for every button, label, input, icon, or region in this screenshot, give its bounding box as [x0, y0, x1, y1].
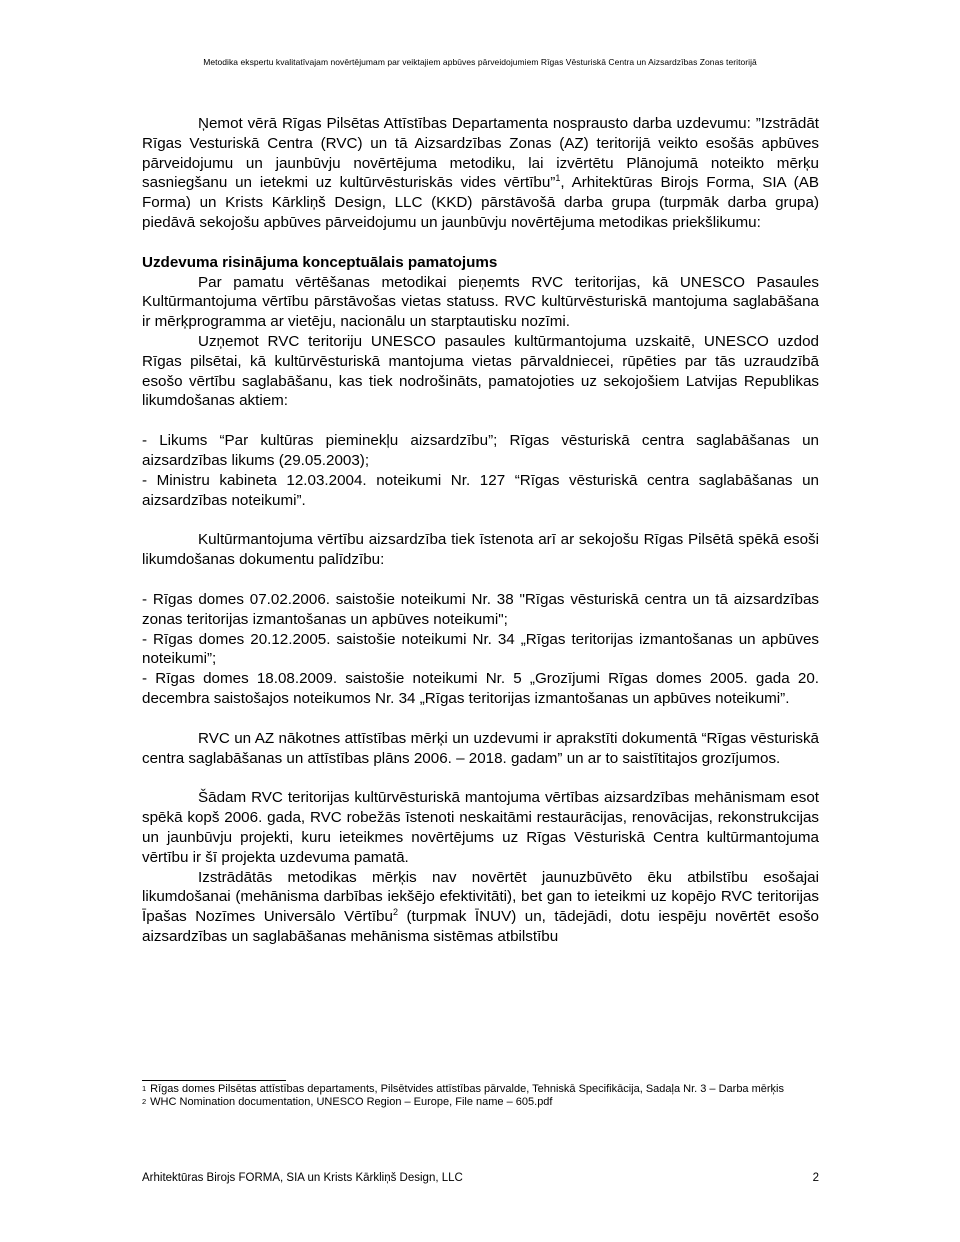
footnote-number: 1: [142, 1084, 147, 1093]
spacer: [142, 570, 819, 590]
footnote-text: WHC Nomination documentation, UNESCO Region – Europe, File name – 605.pdf: [150, 1096, 553, 1109]
paragraph-1: Par pamatu vērtēšanas metodikai pieņemts RVC teritorijas, kā UNESCO Pasaules Kultūrmantojuma vērtību pārstāvošas vietas statuss. RVC kultūrvēsturiskā mantojuma saglabāšana ir mērķprogramma ar vietēju, nacionālu un starptautisku nozīmi.: [142, 273, 819, 331]
regulation-item: - Rīgas domes 20.12.2005. saistošie noteikumi Nr. 34 „Rīgas teritorijas izmantošanas un apbūves noteikumi”;: [142, 630, 819, 668]
footnote-1: [142, 1083, 819, 1096]
footnote-text: Rīgas domes Pilsētas attīstības departaments, Pilsētvides attīstības pārvalde, Tehniskā Specifikācija, Sadaļa Nr. 3 – Darba mērķis: [150, 1083, 784, 1095]
page-number: 2: [812, 1172, 819, 1184]
regulation-item: - Rīgas domes 18.08.2009. saistošie noteikumi Nr. 5 „Grozījumi Rīgas domes 2005. gada 20. decembra saistošajos noteikumos Nr. 34 „Rīgas teritorijas izmantošanas un apbūves noteikumi”.: [142, 670, 819, 707]
footnote-number: 2: [142, 1097, 147, 1107]
footnote-divider: [142, 1080, 286, 1081]
footnote-ref-2[interactable]: 2: [392, 907, 398, 918]
paragraph-5: Šādam RVC teritorijas kultūrvēsturiskā mantojuma vērtības aizsardzības mehānismam esot spēkā kopš 2006. gada, RVC robežās īstenoti neskaitāmi restaurācijas, renovācijas, rekonstrukcijas un jaunbūvju projekti, kuru ieteikmes novērtējums uz Rīgas Vēsturiskā Centra kultūrmantojuma vērtību ir šī projekta uzdevuma pamatā.: [142, 789, 819, 866]
intro-text-1: Ņemot vērā Rīgas Pilsētas Attīstības Departamenta nosprausto darba uzdevumu: ”Izstrādāt Rīgas Vesturiskā Centra (RVC) un tā Aizsardzības Zonas (AZ) teritorijā veikto esošās apbūves pārveidojumu un jaunbūvju novērtējuma metodiku, lai izvērtētu Plānojumā noteikto mērķu sasniegšanu un ietekmi uz kultūrvēsturiskās vides vērtību”: [142, 115, 819, 192]
footnote-ref-1[interactable]: 1: [555, 173, 561, 184]
section-heading: Uzdevuma risinājuma konceptuālais pamatojums: [142, 253, 498, 271]
document-body: [142, 114, 819, 947]
spacer: [142, 510, 819, 530]
regulation-item: - Rīgas domes 07.02.2006. saistošie noteikumi Nr. 38 "Rīgas vēsturiskā centra un tā aizsardzības zonas teritorijas izmantošanas un apbūves noteikumi";: [142, 590, 819, 628]
spacer: [142, 709, 819, 729]
paragraph-6-text-1: Izstrādātās metodikas mērķis nav novērtēt jaunuzbūvēto ēku atbilstību esošajai likumdošanai (mehānisma darbības iekšējo efektivitāti), bet gan to ieteikmi uz kopējo RVC teritorijas Īpašas Nozīmes Universālo Vērtību: [142, 868, 819, 926]
paragraph-3: Kultūrmantojuma vērtību aizsardzība tiek īstenota arī ar sekojošu Rīgas Pilsētā spēkā esoši likumdošanas dokumentu palīdzību:: [142, 531, 819, 569]
running-header: Metodika ekspertu kvalitatīvajam novērtējumam par veiktajiem apbūves pārveidojumiem Rīgas Vēsturiskā Centra un Aizsardzības Zonas teritorijā: [203, 57, 757, 67]
paragraph-4: RVC un AZ nākotnes attīstības mērķi un uzdevumi ir aprakstīti dokumentā “Rīgas vēsturiskā centra saglabāšanas un attīstības plāns 2006. – 2018. gadam” un ar to saistītitajos grozījumos.: [142, 729, 819, 767]
spacer: [142, 233, 819, 253]
law-item: - Ministru kabineta 12.03.2004. noteikumi Nr. 127 “Rīgas vēsturiskā centra saglabāšanas un aizsardzības noteikumi”.: [142, 471, 819, 509]
intro-text-2: , Arhitektūras Birojs Forma, SIA (AB Forma) un Krists Kārkliņš Design, LLC (KKD) pārstāvošā darba grupa (turpmāk darba grupa) piedāvā sekojošu apbūves pārveidojumu un jaunbūvju novērtējuma metodikas priekšlikumu:: [142, 174, 820, 231]
footer-authors: Arhitektūras Birojs FORMA, SIA un Krists Kārkliņš Design, LLC: [142, 1172, 463, 1184]
paragraph-6-text-2: (turpmak ĪNUV) un, tādejādi, dotu iespēju novērtēt esošo aizsardzības un saglabāšanas mehānisma sistēmas atbilstību: [142, 908, 819, 945]
intro-paragraph: [142, 114, 819, 233]
paragraph-6: [142, 868, 819, 947]
law-item: - Likums “Par kultūras pieminekļu aizsardzību”; Rīgas vēsturiskā centra saglabāšanas un aizsardzības likums (29.05.2003);: [142, 432, 819, 469]
footnote-2: [142, 1096, 819, 1109]
spacer: [142, 768, 819, 788]
footnotes: [142, 1083, 819, 1110]
spacer: [142, 411, 819, 431]
paragraph-2: Uzņemot RVC teritoriju UNESCO pasaules kultūrmantojuma uzskaitē, UNESCO uzdod Rīgas pilsētai, kā kultūrvēsturiskā mantojuma vietas pārvaldniecei, rūpēties par tās uzraudzībā esošo vērtību saglabāšanu, kas tiek nodrošināts, pamatojoties uz sekojošiem Latvijas Republikas likumdošanas aktiem:: [142, 332, 819, 410]
